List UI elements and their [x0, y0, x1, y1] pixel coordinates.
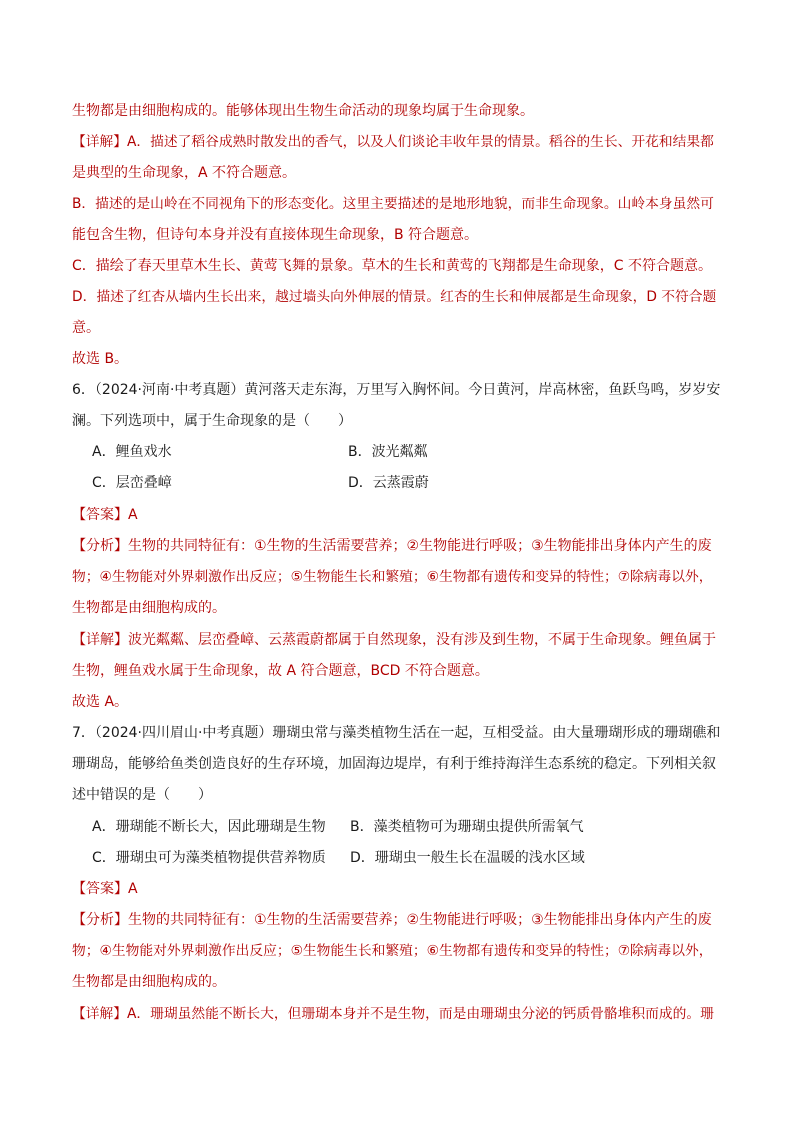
q5-detail-line-2: 是典型的生命现象，A 不符合题意。 [72, 165, 297, 181]
q6-analysis-line-2: 物；④生物能对外界刺激作出反应；⑤生物能生长和繁殖；⑥生物都有遗传和变异的特性；⑦除病毒以外， [72, 569, 713, 585]
q6-option-a: A．鲤鱼戏水 [92, 444, 172, 460]
q6-stem-line-1: 6．（2024·河南·中考真题）黄河落天走东海，万里写入胸怀间。今日黄河，岸高林密，鱼跃鸟鸣，岁岁安 [72, 382, 721, 398]
q6-conclusion: 故选 A。 [72, 694, 129, 710]
q5-detail-line-4: 能包含生物，但诗句本身并没有直接体现生命现象，B 符合题意。 [72, 227, 479, 243]
q6-detail-line-1 [72, 630, 722, 650]
detail-text: A．珊瑚虽然能不断长大，但珊瑚本身并不是生物，而是由珊瑚虫分泌的钙质骨骼堆积而成的。珊 [127, 1006, 714, 1022]
q6-analysis-line-1 [72, 536, 722, 556]
detail-text: 波光粼粼、层峦叠嶂、云蒸霞蔚都属于自然现象，没有涉及到生物，不属于生命现象。鲤鱼属于 [128, 632, 716, 648]
detail-text: A．描述了稻谷成熟时散发出的香气，以及人们谈论丰收年景的情景。稻谷的生长、开花和结果都 [127, 134, 714, 150]
q5-detail-line-7: 意。 [72, 320, 100, 336]
q7-option-a: A．珊瑚能不断长大，因此珊瑚是生物 [92, 819, 326, 835]
q7-answer [72, 879, 722, 899]
q6-stem-line-2: 澜。下列选项中，属于生命现象的是（ ） [72, 413, 352, 429]
q5-detail-line-3: B．描述的是山岭在不同视角下的形态变化。这里主要描述的是地形地貌，而非生命现象。山岭本身虽然可 [72, 196, 714, 212]
q6-option-d: D．云蒸霞蔚 [348, 475, 429, 491]
answer-value: A [128, 881, 138, 897]
q7-stem-line-2: 珊瑚岛，能够给鱼类创造良好的生存环境，加固海边堤岸，有利于维持海洋生态系统的稳定。下列相关叙 [72, 756, 716, 772]
analysis-tag: 【分析】 [72, 538, 128, 554]
q6-detail-line-2: 生物，鲤鱼戏水属于生命现象，故 A 符合题意，BCD 不符合题意。 [72, 663, 489, 679]
detail-tag: 【详解】 [72, 1006, 128, 1022]
q6-option-c: C．层峦叠嶂 [92, 475, 172, 491]
q5-detail-line-1 [72, 132, 722, 152]
detail-tag: 【详解】 [72, 134, 128, 150]
q7-stem-line-3: 述中错误的是（ ） [72, 787, 212, 803]
q7-option-c: C．珊瑚虫可为藻类植物提供营养物质 [92, 850, 326, 866]
q5-analysis-tail: 生物都是由细胞构成的。能够体现出生物生命活动的现象均属于生命现象。 [72, 103, 534, 119]
q6-answer [72, 505, 722, 525]
detail-tag: 【详解】 [72, 632, 128, 648]
q7-option-d: D．珊瑚虫一般生长在温暖的浅水区域 [350, 850, 585, 866]
q6-analysis-line-3: 生物都是由细胞构成的。 [72, 600, 226, 616]
q5-detail-line-6: D．描述了红杏从墙内生长出来，越过墙头向外伸展的情景。红杏的生长和伸展都是生命现象，D 不符合题 [72, 289, 717, 305]
q7-analysis-line-2: 物；④生物能对外界刺激作出反应；⑤生物能生长和繁殖；⑥生物都有遗传和变异的特性；⑦除病毒以外， [72, 943, 713, 959]
analysis-text: 生物的共同特征有：①生物的生活需要营养；②生物能进行呼吸；③生物能排出身体内产生的废 [128, 912, 712, 928]
answer-tag: 【答案】 [72, 507, 128, 523]
q5-conclusion: 故选 B。 [72, 351, 129, 367]
q7-analysis-line-1 [72, 910, 722, 930]
q6-option-b: B．波光粼粼 [348, 444, 428, 460]
q5-detail-line-5: C．描绘了春天里草木生长、黄莺飞舞的景象。草木的生长和黄莺的飞翔都是生命现象，C 不符合题意。 [72, 258, 712, 274]
answer-tag: 【答案】 [72, 881, 128, 897]
q7-analysis-line-3: 生物都是由细胞构成的。 [72, 974, 226, 990]
answer-value: A [128, 507, 138, 523]
q7-stem-line-1: 7．（2024·四川眉山·中考真题）珊瑚虫常与藻类植物生活在一起，互相受益。由大量珊瑚形成的珊瑚礁和 [72, 725, 721, 741]
q7-detail-line-1 [72, 1004, 722, 1024]
analysis-text: 生物的共同特征有：①生物的生活需要营养；②生物能进行呼吸；③生物能排出身体内产生的废 [128, 538, 712, 554]
q7-option-b: B．藻类植物可为珊瑚虫提供所需氧气 [350, 819, 584, 835]
analysis-tag: 【分析】 [72, 912, 128, 928]
